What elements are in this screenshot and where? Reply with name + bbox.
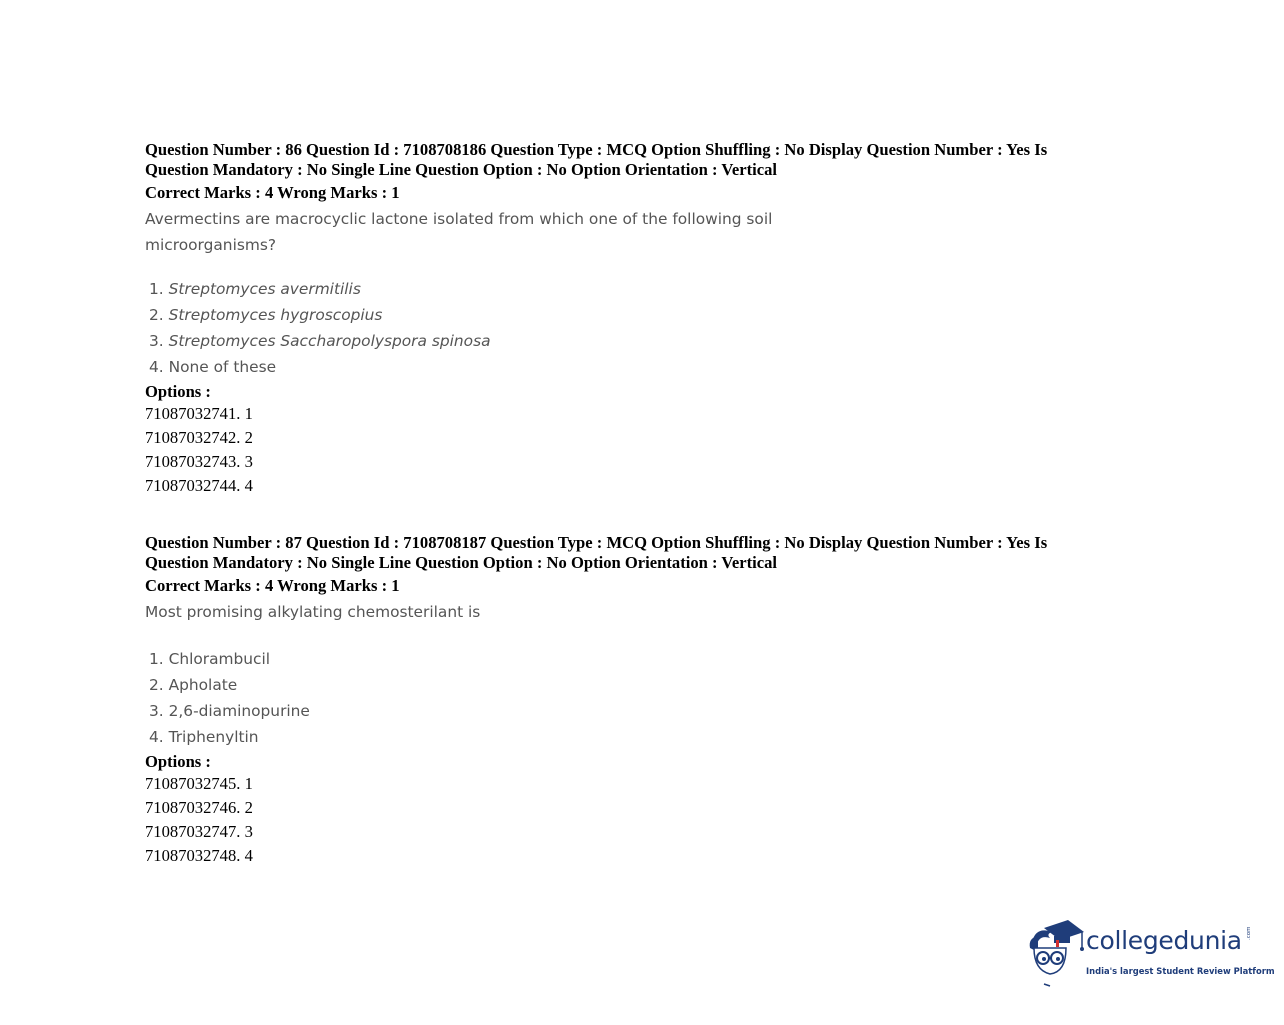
option-id: 71087032741. 1: [145, 404, 253, 423]
collegedunia-logo: [1024, 918, 1275, 988]
logo-dotcom: .com: [1246, 926, 1252, 940]
answer-choice: [149, 354, 1145, 380]
choice-number: 3.: [149, 702, 164, 720]
choice-text: Chlorambucil: [168, 650, 271, 668]
question-meta-line1: Question Number : 86 Question Id : 7108708186 Question Type : MCQ Option Shuffling : No Display Question Number : Yes Is: [145, 140, 1048, 159]
question-text: Most promising alkylating chemosterilant is: [145, 603, 481, 621]
choice-number: 4.: [149, 358, 164, 376]
option-id: 71087032742. 2: [145, 428, 253, 447]
choice-number: 3.: [149, 332, 164, 350]
answer-choices: [149, 646, 1145, 750]
question-meta-line1: Question Number : 87 Question Id : 7108708187 Question Type : MCQ Option Shuffling : No Display Question Number : Yes Is: [145, 533, 1048, 552]
option-id: 71087032748. 4: [145, 846, 253, 865]
question-meta: [145, 140, 1105, 179]
question-block: [145, 533, 1145, 868]
option-id: 71087032745. 1: [145, 774, 253, 793]
answer-choices: [149, 276, 1145, 380]
answer-choice: [149, 328, 1145, 354]
choice-text: Streptomyces Saccharopolyspora spinosa: [168, 332, 491, 350]
logo-wordmark: collegedunia: [1086, 926, 1242, 955]
choice-text: Triphenyltin: [168, 728, 259, 746]
answer-choice: [149, 302, 1145, 328]
answer-choice: [149, 646, 1145, 672]
question-meta-line2: Question Mandatory : No Single Line Question Option : No Option Orientation : Vertical: [145, 159, 777, 179]
choice-text: Apholate: [168, 676, 238, 694]
options-label: Options :: [145, 752, 211, 771]
option-id-list: [145, 772, 1145, 868]
answer-choice: [149, 276, 1145, 302]
question-meta-line2: Question Mandatory : No Single Line Question Option : No Option Orientation : Vertical: [145, 552, 777, 572]
question-block: [145, 140, 1145, 498]
options-label: Options :: [145, 382, 211, 401]
answer-choice: [149, 672, 1145, 698]
choice-number: 2.: [149, 676, 164, 694]
choice-text: Streptomyces avermitilis: [168, 280, 361, 298]
choice-text: None of these: [168, 358, 277, 376]
question-meta: [145, 533, 1105, 572]
choice-number: 1.: [149, 280, 164, 298]
option-id: 71087032744. 4: [145, 476, 253, 495]
option-id: 71087032743. 3: [145, 452, 253, 471]
choice-text: Streptomyces hygroscopius: [168, 306, 383, 324]
graduate-mascot-icon: [1024, 918, 1086, 988]
choice-text: 2,6-diaminopurine: [168, 702, 310, 720]
option-id: 71087032747. 3: [145, 822, 253, 841]
answer-choice: [149, 724, 1145, 750]
choice-number: 1.: [149, 650, 164, 668]
question-marks: Correct Marks : 4 Wrong Marks : 1: [145, 576, 400, 595]
logo-tagline: India's largest Student Review Platform: [1086, 966, 1275, 976]
question-text: Avermectins are macrocyclic lactone isolated from which one of the following soil microorganisms?: [145, 210, 773, 254]
option-id: 71087032746. 2: [145, 798, 253, 817]
option-id-list: [145, 402, 1145, 498]
answer-choice: [149, 698, 1145, 724]
question-marks: Correct Marks : 4 Wrong Marks : 1: [145, 183, 400, 202]
choice-number: 2.: [149, 306, 164, 324]
choice-number: 4.: [149, 728, 164, 746]
